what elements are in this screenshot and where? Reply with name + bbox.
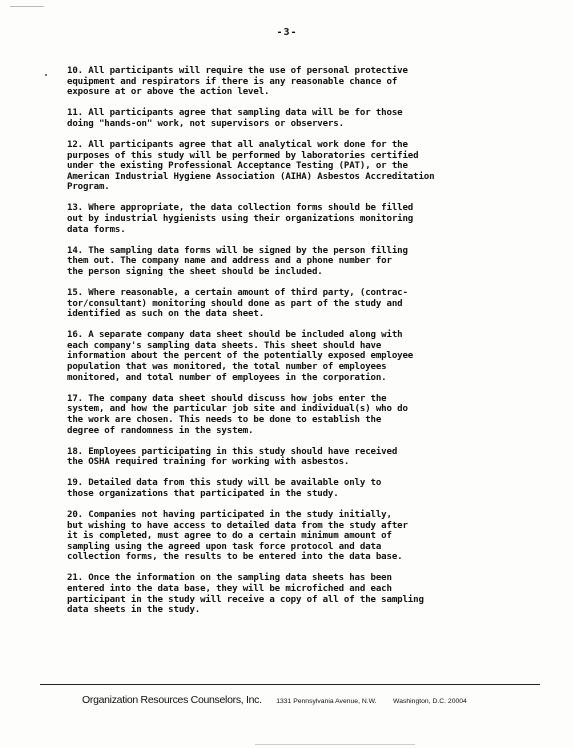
paragraph-20: 20. Companies not having participated in the study initially, but wishing to have access to detailed data from the study after it is completed, must agree to do a certain minimum amount of sampling using the agreed upon task force protocol and data collection forms, the results to be entered into the data base. bbox=[67, 510, 408, 563]
paragraph-16: 16. A separate company data sheet should be included along with each company's sampling data sheets. This sheet should have information about the percent of the potentially exposed employee population that was monitored, the total number of employees monitored, and total number of employees in the corporation. bbox=[67, 330, 414, 383]
paragraph-19: 19. Detailed data from this study will be available only to those organizations that participated in the study. bbox=[67, 478, 382, 499]
letterhead-footer bbox=[82, 690, 542, 708]
footer-rule bbox=[40, 684, 540, 685]
paragraph-17: 17. The company data sheet should discuss how jobs enter the system, and how the particular job site and individual(s) who do the work are chosen. This needs to be done to establish the degree of randomness in the system. bbox=[67, 393, 408, 436]
footer-organization: Organization Resources Counselors, Inc. bbox=[82, 694, 262, 706]
paragraph-14: 14. The sampling data forms will be signed by the person filling them out. The company name and address and a phone number for the person signing the sheet should be included. bbox=[67, 245, 408, 277]
scan-speck bbox=[45, 74, 47, 76]
paragraph-13: 13. Where appropriate, the data collection forms should be filled out by industrial hygienists using their organizations monitoring data forms. bbox=[67, 203, 414, 235]
scan-mark bbox=[10, 6, 44, 7]
paragraph-15: 15. Where reasonable, a certain amount of third party, (contrac- tor/consultant) monitoring should done as part of the study and identified as such on the data sheet. bbox=[67, 288, 408, 320]
paragraph-21: 21. Once the information on the sampling data sheets has been entered into the data base, they will be microfiched and each participant in the study will receive a copy of all of the sampling data sheets in the study. bbox=[67, 573, 424, 616]
page-number: -3- bbox=[276, 27, 298, 38]
paragraph-11: 11. All participants agree that sampling data will be for those doing "hands-on" work, not supervisors or observers. bbox=[67, 108, 403, 129]
footer-address: 1331 Pennsylvania Avenue, N.W. bbox=[276, 698, 377, 705]
footer-city: Washington, D.C. 20004 bbox=[393, 698, 467, 705]
paragraph-10: 10. All participants will require the use of personal protective equipment and respirators if there is any reasonable chance of exposure at or above the action level. bbox=[67, 66, 408, 98]
scan-mark-bottom bbox=[255, 744, 415, 745]
document-body bbox=[67, 66, 537, 626]
paragraph-12: 12. All participants agree that all analytical work done for the purposes of this study will be performed by laboratories certified under the existing Professional Acceptance Testing (PAT), or the American Industrial Hygiene Association (AIHA) Asbestos Accreditation Program. bbox=[67, 139, 435, 193]
paragraph-18: 18. Employees participating in this study should have received the OSHA required training for working with asbestos. bbox=[67, 446, 398, 468]
